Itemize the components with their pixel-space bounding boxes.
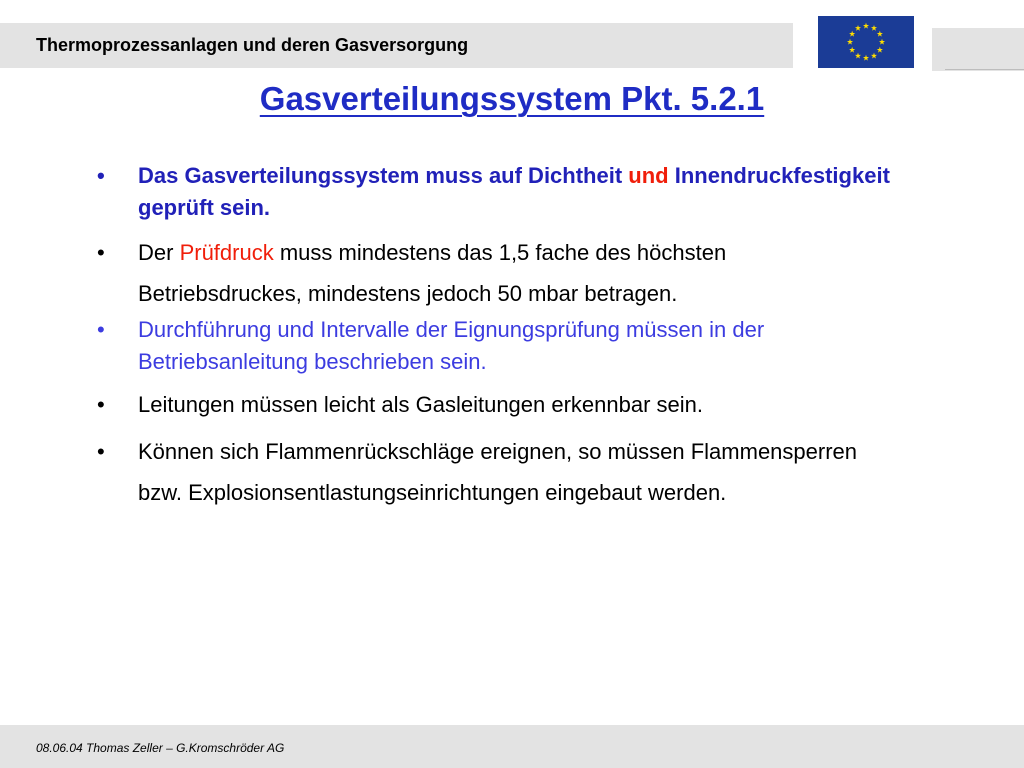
star-icon — [849, 47, 855, 53]
star-icon — [847, 39, 853, 45]
bullet-marker: • — [97, 240, 105, 265]
bullet-marker: • — [97, 392, 105, 417]
slide-title: Gasverteilungssystem Pkt. 5.2.1 — [259, 80, 765, 117]
star-icon — [877, 47, 883, 53]
highlight-text: Prüfdruck — [179, 240, 274, 265]
bullet-item — [94, 160, 894, 224]
bullet-marker: • — [97, 163, 105, 188]
bullet-text: Das Gasverteilungssystem muss auf Dichtheit — [138, 163, 629, 188]
bullet-item — [94, 314, 894, 378]
bullet-text: Der — [138, 240, 180, 265]
bullet-text: Innendruckfestigkeit geprüft sein. — [138, 163, 890, 220]
star-icon — [871, 53, 877, 59]
star-icon — [855, 25, 861, 31]
star-icon — [871, 25, 877, 31]
bullet-text: Können sich Flammenrückschläge ereignen, so müssen Flammensperren bzw. Explosionsentlastungseinrichtungen eingebaut werden. — [138, 439, 858, 505]
header-right-block — [932, 28, 1024, 71]
bullet-list — [94, 160, 894, 513]
eu-flag-icon — [818, 16, 914, 68]
header-title: Thermoprozessanlagen und deren Gasversorgung — [36, 35, 469, 55]
bullet-item — [94, 232, 894, 314]
bullet-marker: • — [97, 439, 105, 464]
star-icon — [863, 55, 869, 61]
bullet-text: Leitungen müssen leicht als Gasleitungen erkennbar sein. — [138, 392, 704, 417]
header-divider — [945, 69, 1024, 70]
star-icon — [863, 23, 869, 29]
footer-text: 08.06.04 Thomas Zeller – G.Kromschröder AG — [36, 741, 285, 755]
bullet-marker: • — [97, 317, 105, 342]
bullet-item — [94, 389, 894, 421]
star-icon — [855, 53, 861, 59]
star-icon — [849, 31, 855, 37]
bullet-item — [94, 431, 894, 513]
highlight-text: und — [628, 163, 669, 188]
bullet-text: Durchführung und Intervalle der Eignungsprüfung müssen in der Betriebsanleitung beschrieben sein. — [138, 317, 765, 374]
star-icon — [877, 31, 883, 37]
bullet-text: muss mindestens das 1,5 fache des höchsten Betriebsdruckes, mindestens jedoch 50 mbar betragen. — [138, 240, 727, 306]
star-icon — [879, 39, 885, 45]
